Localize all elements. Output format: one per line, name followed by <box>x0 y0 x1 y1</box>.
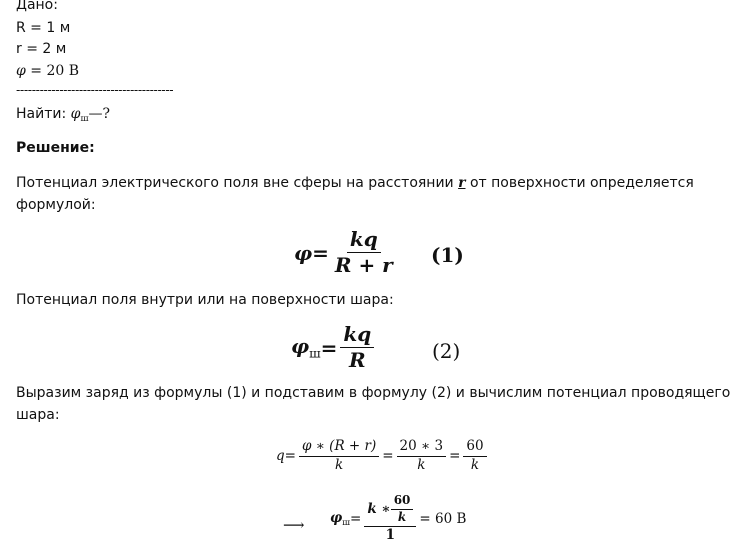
eq2-equals: = <box>320 335 338 360</box>
find-subscript: ш <box>80 114 89 125</box>
eq3-f3-numerator: 60 <box>463 439 486 457</box>
eq4-inner-denominator: k <box>397 509 407 524</box>
arrow-icon: ⟶ <box>283 516 305 534</box>
eq2-lhs <box>291 334 321 360</box>
eq3-fraction-3 <box>463 439 486 473</box>
eq2-subscript: ш <box>309 345 321 361</box>
eq2-denominator: R <box>349 348 366 372</box>
paragraph-3-line-2: шара: <box>16 407 60 423</box>
equation-1 <box>294 228 399 277</box>
eq4-inner-numerator: 60 <box>391 494 414 510</box>
eq3-equals-c: = <box>449 448 461 465</box>
eq4-num-k: k ∗ <box>367 500 391 517</box>
eq3-fraction-2 <box>397 439 447 473</box>
eq3-lhs: q <box>276 448 285 465</box>
eq3-fraction-1 <box>299 439 379 473</box>
para1-text-b: от поверхности определяется <box>465 175 694 191</box>
given-heading: Дано: <box>16 0 58 13</box>
eq1-fraction <box>332 228 396 277</box>
eq2-label: (2) <box>432 339 461 363</box>
paragraph-2: Потенциал поля внутри или на поверхности шара: <box>16 292 394 308</box>
eq3-f1-denominator: k <box>335 456 344 473</box>
solution-heading: Решение: <box>16 140 95 156</box>
paragraph-3-line-1: Выразим заряд из формулы (1) и подставим в формулу (2) и вычислим потенциал проводящего <box>16 385 731 401</box>
find-symbol: φ <box>70 106 81 122</box>
phi-symbol: φ <box>16 63 26 79</box>
eq2-phi: φ <box>291 334 310 359</box>
eq4-result: = 60 В <box>419 510 467 527</box>
eq1-equals: = <box>312 240 329 265</box>
find-line <box>16 106 110 124</box>
eq1-label: (1) <box>431 243 464 267</box>
find-label: Найти: <box>16 106 71 122</box>
eq2-numerator: kq <box>340 323 374 348</box>
paragraph-1-line-2: формулой: <box>16 197 96 213</box>
given-line-phi <box>16 63 79 79</box>
eq3-f2-denominator: k <box>417 456 426 473</box>
eq3-f3-denominator: k <box>470 456 480 473</box>
eq3-f1-numerator: φ ∗ (R + r) <box>299 439 379 457</box>
equation-3 <box>276 439 490 473</box>
eq3-f2-numerator: 20 ∗ 3 <box>397 439 447 457</box>
eq4-numerator <box>364 494 416 527</box>
eq4-subscript: ш <box>342 517 350 528</box>
equation-4 <box>330 494 466 543</box>
paragraph-1-line-1 <box>16 175 694 191</box>
eq2-fraction <box>340 323 374 372</box>
find-tail: —? <box>88 106 111 122</box>
para1-text-a: Потенциал электрического поля вне сферы на расстоянии <box>16 175 459 191</box>
given-line-R: R = 1 м <box>16 20 71 36</box>
eq4-fraction <box>364 494 416 543</box>
equation-2 <box>291 323 377 372</box>
eq1-lhs: φ <box>294 240 313 265</box>
eq4-lhs <box>330 510 350 527</box>
given-line-r: r = 2 м <box>16 41 67 57</box>
eq1-numerator: kq <box>347 228 381 253</box>
eq4-inner-fraction <box>391 494 414 525</box>
eq4-phi: φ <box>330 510 343 527</box>
eq1-denominator: R + r <box>334 253 393 277</box>
eq3-equals-b: = <box>382 448 394 465</box>
eq4-equals: = <box>350 510 362 527</box>
para1-r-symbol: r <box>458 175 466 191</box>
separator-line: ---------------------------------------- <box>16 83 174 97</box>
eq4-denominator: 1 <box>385 526 396 543</box>
phi-value: = 20 В <box>25 63 79 79</box>
eq3-equals-a: = <box>284 448 296 465</box>
